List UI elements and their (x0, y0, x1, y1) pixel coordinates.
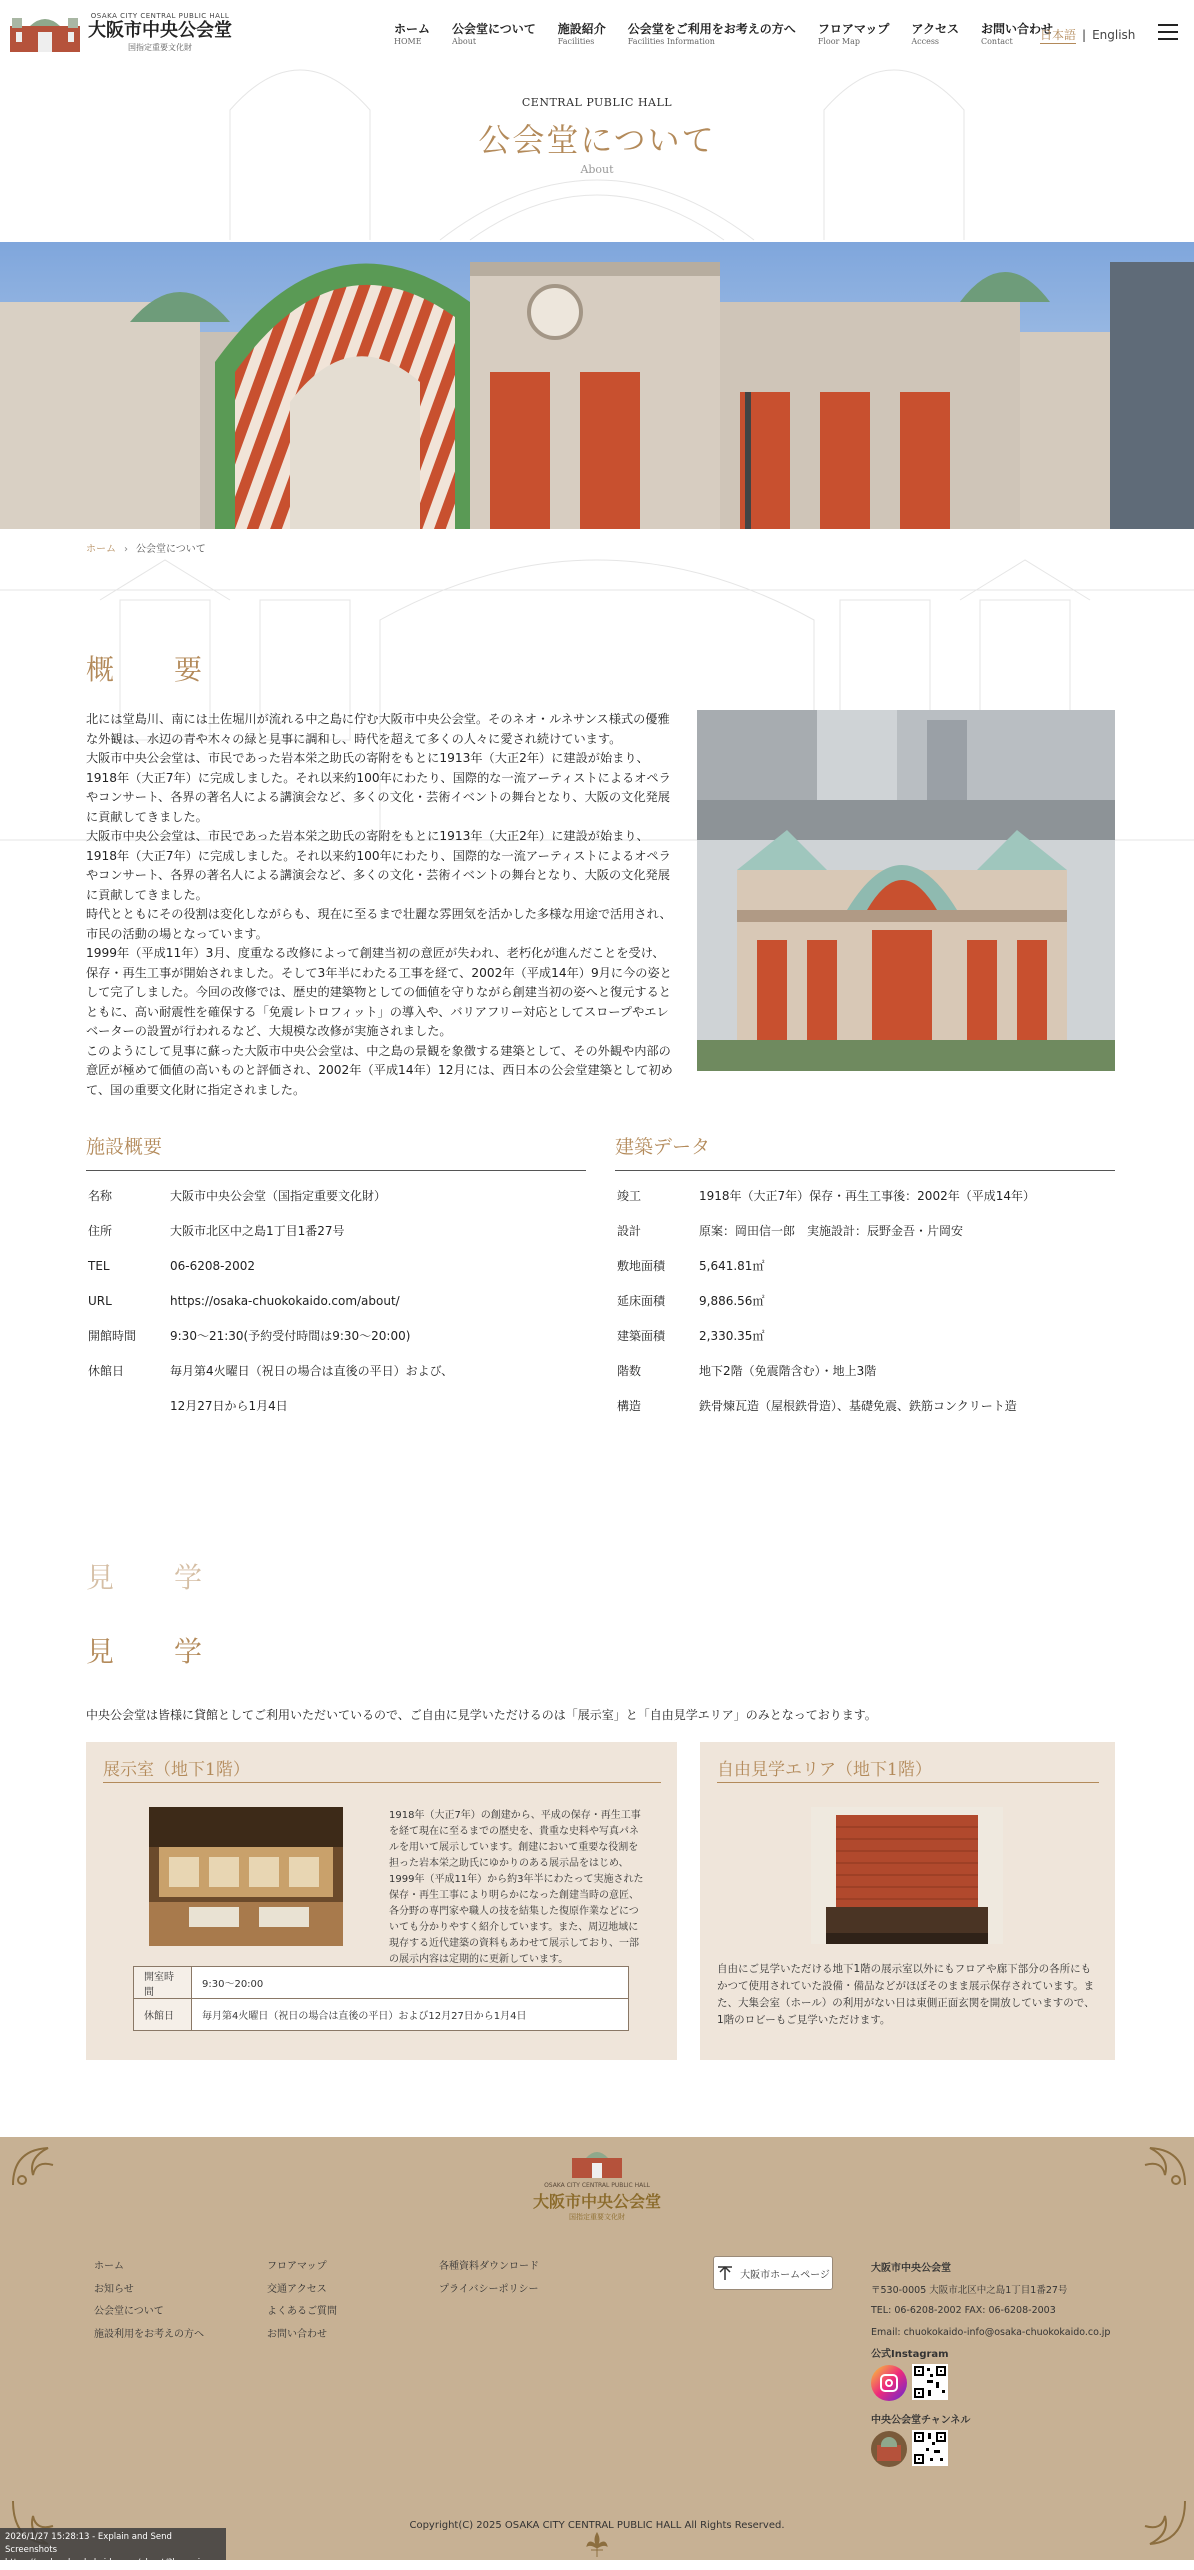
breadcrumb (86, 540, 206, 555)
footer-link[interactable]: 交通アクセス (267, 2283, 327, 2295)
footer-link[interactable]: よくあるご質問 (267, 2306, 337, 2317)
exhibit-room-photo (149, 1807, 343, 1946)
nav-about[interactable] (452, 20, 536, 46)
row-value: 06-6208-2002 (170, 1258, 256, 1273)
row-value: 9,886.56㎡ (699, 1294, 765, 1308)
row-label: TEL (88, 1258, 110, 1273)
nav-label: 公会堂について (452, 22, 536, 36)
table-row (615, 1318, 1035, 1353)
footer-logo[interactable] (0, 2146, 1194, 2222)
row-label: 名称 (88, 1189, 113, 1203)
footer-info-email[interactable]: Email: chuokokaido-info@osaka-chuokokaido.co.jp (871, 2327, 1111, 2338)
instagram-label: 公式Instagram (871, 2349, 949, 2360)
exhibit-divider (103, 1782, 661, 1783)
footer-logo-tagline: 国指定重要文化財 (569, 2213, 625, 2221)
copyright: Copyright(C) 2025 OSAKA CITY CENTRAL PUBLIC HALL All Rights Reserved. (409, 2520, 785, 2531)
nav-sublabel: HOME (394, 37, 422, 46)
row-label: 建築面積 (617, 1329, 666, 1343)
screenshot-status-overlay (0, 2528, 226, 2568)
row-label: 敷地面積 (617, 1259, 666, 1273)
status-url: https://osaka-chuokokaido.com/about/?lang=ja (5, 2558, 206, 2568)
page-title: 公会堂について (478, 121, 716, 159)
breadcrumb-current: 公会堂について (136, 544, 206, 555)
row-value: 地下2階（免震階含む）・地上3階 (699, 1364, 877, 1378)
nav-sublabel: Access (911, 37, 940, 46)
row-value: 鉄骨煉瓦造（屋根鉄骨造）、基礎免震、鉄筋コンクリート造 (699, 1399, 1017, 1413)
row-value: 毎月第4火曜日（祝日の場合は直後の平日）および12月27日から1月4日 (192, 1999, 629, 2031)
site-logo[interactable] (8, 10, 232, 54)
free-area-divider (717, 1782, 1099, 1783)
free-area-photo (811, 1807, 1003, 1944)
row-value: 毎月第4火曜日（祝日の場合は直後の平日）および、 (170, 1364, 454, 1378)
hall-aerial-photo (697, 710, 1115, 1071)
url-link[interactable]: https://osaka-chuokokaido.com/about/ (170, 1293, 400, 1308)
overview-paragraph: 大阪市中央公会堂は、市民であった岩本栄之助氏の寄附をもとに1913年（大正2年）に建設が始まり、1918年（大正7年）に完成しました。それ以来約100年にわたり、国際的な一流アーティストによるオペラやコンサート、各界の著名人による講演会など、多くの文化・芸術イベントの舞台となり、大阪の文化発展に貢献してきました。 (86, 829, 671, 902)
nav-access[interactable] (911, 20, 959, 46)
table-row (86, 1388, 453, 1423)
hall-logo-icon (570, 2146, 624, 2178)
table-row (615, 1248, 1035, 1283)
row-label: 開館時間 (88, 1329, 137, 1343)
row-value: 大阪市中央公会堂（国指定重要文化財） (170, 1189, 387, 1203)
footer-links-col2 (267, 2256, 337, 2340)
site-header (0, 0, 1194, 64)
table-row (615, 1353, 1035, 1388)
table-row (615, 1213, 1035, 1248)
row-value: 5,641.81㎡ (699, 1259, 765, 1273)
table-row (86, 1248, 453, 1283)
language-switcher (1040, 26, 1135, 44)
table-row (134, 1967, 629, 1999)
tour-heading-ghost: 見 学 (86, 1561, 219, 1594)
nav-label: ホーム (394, 22, 431, 36)
building-heading: 建築データ (615, 1136, 711, 1158)
nav-facilities[interactable] (558, 20, 606, 46)
footer-link[interactable]: フロアマップ (267, 2261, 327, 2272)
hall-logo-icon (8, 10, 82, 54)
table-row (86, 1283, 453, 1318)
row-value: 1918年（大正7年）保存・再生工事後：2002年（平成14年） (699, 1189, 1035, 1203)
overview-paragraph: 北には堂島川、南には土佐堀川が流れる中之島に佇む大阪市中央公会堂。そのネオ・ルネサンス様式の優雅な外観は、水辺の青や木々の緑と見事に調和し、時代を超えて多くの人々に愛され続けています。 (86, 712, 670, 746)
row-label: 開室時間 (134, 1967, 192, 1999)
nav-label: 施設紹介 (557, 22, 606, 36)
osaka-city-link-button[interactable] (713, 2256, 833, 2290)
overview-paragraph: 大阪市中央公会堂は、市民であった岩本栄之助氏の寄附をもとに1913年（大正2年）に建設が始まり、1918年（大正7年）に完成しました。それ以来約100年にわたり、国際的な一流アーティストによるオペラやコンサート、各界の著名人による講演会など、多くの文化・芸術イベントの舞台となり、大阪の文化発展に貢献してきました。 (86, 751, 671, 824)
logo-tagline: 国指定重要文化財 (128, 42, 192, 52)
table-row (86, 1213, 453, 1248)
hamburger-menu-icon[interactable] (1158, 24, 1178, 40)
table-row (615, 1388, 1035, 1423)
main-nav (394, 20, 1075, 46)
lang-english[interactable]: English (1092, 28, 1136, 42)
nav-sublabel: Facilities Information (627, 37, 715, 46)
table-row (615, 1178, 1035, 1213)
free-area-description: 自由にご見学いただける地下1階の展示室以外にもフロアや廊下部分の各所にもかつて使用されていた設備・備品などがほぼそのまま展示保存されています。また、大集会室（ホール）の利用がない日は東側正面玄関を開放していますので、1階のロビーもご見学いただけます。 (717, 1963, 1095, 2026)
overview-heading: 概 要 (86, 653, 219, 686)
breadcrumb-separator: › (124, 544, 128, 555)
row-label: 設計 (617, 1224, 642, 1238)
table-row (615, 1283, 1035, 1318)
osaka-city-link-label: 大阪市ホームページ (740, 2269, 830, 2281)
nav-label: 公会堂をご利用をお考えの方へ (627, 22, 796, 36)
row-value: 12月27日から1月4日 (170, 1399, 288, 1413)
nav-floor-map[interactable] (818, 20, 890, 46)
footer-info-tel: TEL: 06-6208-2002 FAX: 06-6208-2003 (871, 2305, 1056, 2316)
nav-label: お問い合わせ (980, 22, 1053, 36)
nav-home[interactable] (394, 20, 430, 46)
footer-link[interactable]: お知らせ (94, 2283, 134, 2295)
tour-intro-text: 中央公会堂は皆様に貸館としてご利用いただいているので、ご自由に見学いただけるのは「展示室」と「自由見学エリア」のみとなっております。 (86, 1708, 877, 1722)
page-title-en: CENTRAL PUBLIC HALL (521, 96, 673, 109)
footer-link[interactable]: 公会堂について (94, 2306, 164, 2317)
table-row (86, 1178, 453, 1213)
exhibit-description: 1918年（大正7年）の創建から、平成の保存・再生工事を経て現在に至るまでの歴史を、貴重な史料や写真パネルを用いて展示しています。創建において重要な役割を担った岩本栄之助氏にゆかりのある展示品をはじめ、1999年（平成11年）から約3年半にわたって実施された保存・再生工事により明らかになった創建当時の意匠、各分野の専門家や職人の技を結集した復原作業などについても分かりやすく紹介しています。また、周辺地域に現存する近代建築の資料もあわせて展示しており、一部の展示内容は定期的に更新しています。 (389, 1810, 644, 1965)
tour-heading: 見 学 (86, 1635, 219, 1668)
row-value: 大阪市北区中之島1丁目1番27号 (170, 1224, 345, 1238)
row-value: 9:30〜20:00 (192, 1967, 629, 1999)
footer-info-name: 大阪市中央公会堂 (871, 2263, 951, 2274)
overview-text (86, 710, 676, 1100)
footer-link[interactable]: お問い合わせ (267, 2328, 327, 2340)
table-row (134, 1999, 629, 2031)
building-table (615, 1178, 1035, 1423)
hall-exterior-photo (0, 242, 1194, 529)
row-label: 竣工 (617, 1189, 642, 1203)
lang-japanese[interactable]: 日本語 (1040, 28, 1077, 42)
nav-label: アクセス (911, 22, 959, 36)
footer-links-col1 (94, 2256, 204, 2340)
status-line: 2026/1/27 15:28:13 - Explain and Send Screenshots (5, 2532, 172, 2555)
row-label: 延床面積 (617, 1294, 666, 1308)
channel-label: 中央公会堂チャンネル (871, 2415, 971, 2426)
nav-sublabel: Facilities (557, 37, 595, 46)
row-value: 2,330.35㎡ (699, 1329, 765, 1343)
instagram-qr-code-icon (912, 2364, 948, 2400)
page-title-block (0, 96, 1194, 176)
row-value: 原案：岡田信一郎 実施設計：辰野金吾・片岡安 (699, 1224, 964, 1238)
footer-link[interactable]: 施設利用をお考えの方へ (94, 2328, 204, 2340)
page-subtitle: About (580, 163, 614, 176)
breadcrumb-home[interactable]: ホーム (86, 544, 116, 555)
row-label: 休館日 (88, 1364, 125, 1378)
row-label: 休館日 (134, 1999, 192, 2031)
fleur-de-lis-icon (585, 2532, 609, 2558)
instagram-icon[interactable] (871, 2365, 907, 2401)
table-row (86, 1318, 453, 1353)
facility-divider (86, 1170, 586, 1171)
facility-table (86, 1178, 453, 1423)
logo-subtitle: OSAKA CITY CENTRAL PUBLIC HALL (90, 11, 230, 20)
free-area-title: 自由見学エリア（地下1階） (717, 1760, 932, 1780)
facility-heading: 施設概要 (86, 1136, 163, 1158)
row-value: 9:30〜21:30(予約受付時間は9:30〜20:00) (170, 1329, 411, 1343)
lang-separator: | (1082, 28, 1087, 42)
footer-logo-title: 大阪市中央公会堂 (532, 2192, 661, 2211)
footer-link[interactable]: ホーム (94, 2261, 124, 2272)
building-divider (615, 1170, 1115, 1171)
exhibit-title: 展示室（地下1階） (103, 1760, 250, 1780)
table-row (86, 1353, 453, 1388)
channel-avatar[interactable] (871, 2431, 907, 2467)
overview-paragraph: このようにして見事に蘇った大阪市中央公会堂は、中之島の景観を象徴する建築として、その外観や内部の意匠が極めて価値の高いものと評価され、2002年（平成14年）12月には、西日本の公会堂建築として初めて、国の重要文化財に指定されました。 (86, 1043, 673, 1097)
footer-logo-subtitle: OSAKA CITY CENTRAL PUBLIC HALL (544, 2182, 650, 2189)
nav-sublabel: Floor Map (817, 37, 861, 46)
nav-facilities-info[interactable] (628, 20, 796, 46)
footer-links-col3 (439, 2256, 539, 2301)
footer-link[interactable]: プライバシーポリシー (439, 2283, 539, 2295)
logo-title: 大阪市中央公会堂 (88, 19, 232, 41)
exhibit-hours-table (133, 1966, 629, 2031)
nav-sublabel: Contact (980, 37, 1013, 46)
nav-label: フロアマップ (817, 22, 890, 36)
osaka-city-emblem-icon (716, 2264, 734, 2282)
overview-paragraph: 時代とともにその役割は変化しながらも、現在に至るまで壮麗な雰囲気を活かした多様な用途で活用され、市民の活動の場となっています。 (86, 907, 672, 941)
channel-qr-code-icon (912, 2430, 948, 2466)
nav-sublabel: About (452, 37, 477, 46)
footer-link[interactable]: 各種資料ダウンロード (439, 2261, 539, 2272)
row-label: 構造 (617, 1399, 642, 1413)
row-label: 階数 (617, 1364, 642, 1378)
row-label: 住所 (88, 1224, 113, 1238)
overview-paragraph: 1999年（平成11年）3月、度重なる改修によって創建当初の意匠が失われ、老朽化が進んだことを受け、保存・再生工事が開始されました。そして3年半にわたる工事を経て、2002年（平成14年）9月に今の姿として完了しました。今回の改修では、歴史的建築物としての価値を守りながら創建当初の姿へと復元するとともに、高い耐震性を確保する「免震レトロフィット」の導入や、バリアフリー対応としてスロープやエレベーターの設置が行われるなど、大規模な改修が実施されました。 (86, 946, 672, 1038)
row-label: URL (88, 1293, 112, 1308)
footer-info-address: 〒530-0005 大阪市北区中之島1丁目1番27号 (871, 2285, 1068, 2296)
